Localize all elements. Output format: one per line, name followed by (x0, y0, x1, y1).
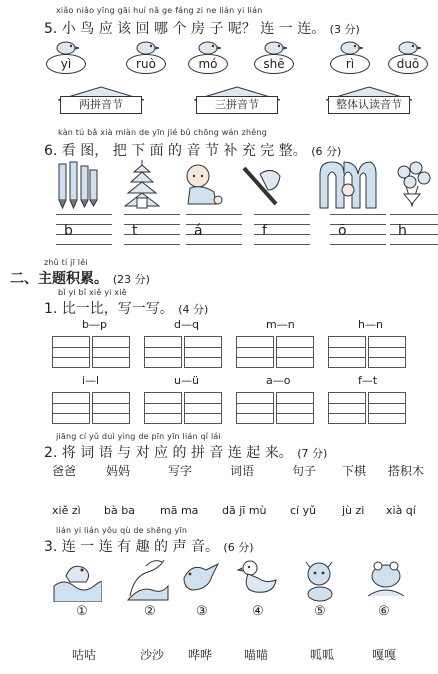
picture-number: ⑤ (314, 604, 326, 619)
q6-text: 6. 看 图， 把 下 面 的 音 节 补 充 完 整。 (44, 143, 307, 159)
bird-option[interactable] (124, 40, 168, 76)
flowers-icon (390, 160, 434, 210)
q1-text: 1. 比一比，写一写。 (44, 301, 174, 317)
q5-pinyin: xiǎo niǎo yīng gāi huí nǎ ge fáng zi ne lián yi lián (56, 6, 263, 15)
letter-pair: f—t (358, 374, 378, 387)
guide-line (330, 244, 386, 245)
guide-line (390, 214, 438, 215)
frog-icon (364, 556, 408, 606)
guide-line (329, 347, 365, 348)
q3-title (44, 536, 254, 556)
writing-cell[interactable] (144, 392, 182, 424)
house-option[interactable] (192, 86, 282, 116)
letter-pair: a—o (266, 374, 291, 387)
guide-line (53, 413, 89, 414)
guide-line (124, 214, 180, 215)
guide-line (237, 347, 273, 348)
guide-line (369, 413, 405, 414)
letter-pair: d—q (174, 318, 199, 331)
answer-letter: á (194, 223, 203, 239)
bird-pinyin-label: duō (388, 54, 428, 74)
baby-icon (180, 160, 224, 210)
picture-number: ① (76, 604, 88, 619)
q3-text: 3. 连 一 连 有 趣 的 声 音。 (44, 539, 219, 555)
sound-word[interactable]: 喵喵 (244, 648, 269, 662)
answer-field[interactable] (330, 214, 386, 244)
q2-score: (7 分) (297, 447, 328, 460)
q6-pinyin: kàn tú bǎ xià miàn de yīn jié bǔ chōng wán zhěng (58, 128, 267, 137)
guide-line (277, 357, 313, 358)
answer-field[interactable] (56, 214, 112, 244)
answer-letter: f (262, 223, 267, 239)
bird-pinyin-label: rì (330, 54, 370, 74)
writing-cell[interactable] (52, 336, 90, 368)
bird-pinyin-label: mó (188, 54, 228, 74)
guide-line (186, 244, 242, 245)
writing-cell[interactable] (276, 392, 314, 424)
guide-line (145, 357, 181, 358)
pinyin-item[interactable]: mā ma (160, 504, 199, 517)
answer-letter: t (132, 223, 138, 239)
sound-word[interactable]: 沙沙 (140, 648, 165, 662)
bird-option[interactable] (44, 40, 88, 76)
answer-letter: b (64, 223, 73, 239)
writing-grid (52, 336, 132, 368)
guide-line (185, 413, 221, 414)
house-label: 三拼音节 (196, 96, 278, 114)
guide-line (237, 357, 273, 358)
answer-letter: h (398, 223, 407, 239)
sound-word[interactable]: 呱呱 (310, 648, 335, 662)
word-item[interactable]: 写字 (168, 464, 193, 478)
letter-pair: b—p (82, 318, 107, 331)
q2-pinyin: jiāng cí yǔ duì yìng de pīn yīn lián qǐ lái (56, 432, 221, 441)
gate-icon (318, 160, 378, 210)
guide-line (124, 244, 180, 245)
bird-option[interactable] (328, 40, 372, 76)
writing-grid (328, 392, 408, 424)
guide-line (277, 413, 313, 414)
bird-option[interactable] (186, 40, 230, 76)
q3-score: (6 分) (223, 541, 254, 554)
bird-option[interactable] (386, 40, 430, 76)
guide-line (277, 403, 313, 404)
letter-pair: m—n (266, 318, 295, 331)
guide-line (145, 403, 181, 404)
guide-line (254, 244, 310, 245)
bird-pinyin-label: yì (46, 54, 86, 74)
guide-line (145, 347, 181, 348)
writing-cell[interactable] (236, 392, 274, 424)
writing-cell[interactable] (144, 336, 182, 368)
answer-field[interactable] (254, 214, 310, 244)
guide-line (53, 347, 89, 348)
word-item[interactable]: 爸爸 (52, 464, 77, 478)
q1-score: (4 分) (178, 303, 209, 316)
wave-icon (126, 556, 170, 606)
section2-title (10, 268, 150, 288)
guide-line (329, 357, 365, 358)
pinyin-item[interactable]: xiě zì (52, 504, 81, 517)
picture-number: ③ (196, 604, 208, 619)
writing-grid (328, 336, 408, 368)
guide-line (93, 413, 129, 414)
letter-pair: u—ü (174, 374, 199, 387)
q6-title (44, 140, 341, 160)
guide-line (329, 403, 365, 404)
guide-line (185, 347, 221, 348)
writing-cell[interactable] (52, 392, 90, 424)
guide-line (369, 357, 405, 358)
q2-title (44, 442, 327, 462)
q1-title (44, 298, 208, 318)
pinyin-item[interactable]: xià qí (386, 504, 416, 517)
word-item[interactable]: 下棋 (342, 464, 367, 478)
guide-line (53, 357, 89, 358)
writing-cell[interactable] (328, 336, 366, 368)
q3-pinyin: lián yi lián yǒu qù de shēng yīn (56, 526, 188, 535)
house-option[interactable] (56, 86, 146, 116)
bird-option[interactable] (252, 40, 296, 76)
writing-cell[interactable] (328, 392, 366, 424)
guide-line (56, 244, 112, 245)
guide-line (369, 347, 405, 348)
guide-line (369, 403, 405, 404)
kitten-icon (298, 556, 342, 606)
picture-number: ② (144, 604, 156, 619)
picture-number: ⑥ (378, 604, 390, 619)
writing-cell[interactable] (236, 336, 274, 368)
guide-line (93, 403, 129, 404)
answer-field[interactable] (124, 214, 180, 244)
bird-in-water-icon (52, 556, 102, 606)
guide-line (254, 214, 310, 215)
q6-score: (6 分) (311, 145, 342, 158)
q1-pinyin: bǐ yi bǐ xiě yi xiě (58, 288, 127, 297)
word-item[interactable]: 搭积木 (388, 464, 425, 478)
writing-cell[interactable] (184, 336, 222, 368)
house-label: 整体认读音节 (328, 96, 410, 114)
section2-text: 二、主题积累。 (10, 271, 108, 287)
writing-grid (144, 392, 224, 424)
writing-cell[interactable] (92, 336, 130, 368)
house-label: 两拼音节 (60, 96, 142, 114)
q5-text: 5. 小 鸟 应 该 回 哪 个 房 子 呢？ 连 一 连。 (44, 21, 326, 37)
letter-pair: h—n (358, 318, 383, 331)
guide-line (56, 214, 112, 215)
guide-line (330, 214, 386, 215)
pinyin-item[interactable]: bà ba (104, 504, 135, 517)
word-item[interactable]: 词语 (230, 464, 255, 478)
pagoda-icon (120, 160, 164, 210)
sound-word[interactable]: 咕咕 (72, 648, 97, 662)
sound-word[interactable]: 哗哗 (188, 648, 213, 662)
guide-line (329, 413, 365, 414)
guide-line (185, 403, 221, 404)
bird-pinyin-label: shē (254, 54, 294, 74)
writing-cell[interactable] (368, 336, 406, 368)
axe-icon (238, 160, 282, 210)
writing-cell[interactable] (184, 392, 222, 424)
guide-line (237, 403, 273, 404)
word-item[interactable]: 句子 (292, 464, 317, 478)
guide-line (53, 403, 89, 404)
word-item[interactable]: 妈妈 (106, 464, 131, 478)
writing-grid (144, 336, 224, 368)
q5-score: (3 分) (329, 23, 360, 36)
writing-grid (236, 336, 316, 368)
bird-pinyin-label: ruò (126, 54, 166, 74)
guide-line (93, 347, 129, 348)
guide-line (277, 347, 313, 348)
pencils-icon (56, 160, 100, 210)
writing-cell[interactable] (276, 336, 314, 368)
sound-word[interactable]: 嘎嘎 (372, 648, 397, 662)
letter-pair: i—l (82, 374, 100, 387)
section2-score: (23 分) (112, 273, 150, 286)
writing-grid (236, 392, 316, 424)
answer-letter: ō (338, 223, 347, 239)
guide-line (145, 413, 181, 414)
guide-line (185, 357, 221, 358)
picture-number: ④ (252, 604, 264, 619)
answer-field[interactable] (186, 214, 242, 244)
pinyin-item[interactable]: cí yǔ (290, 504, 317, 517)
writing-grid (52, 392, 132, 424)
guide-line (93, 357, 129, 358)
pinyin-item[interactable]: dā jī mù (222, 504, 267, 517)
guide-line (237, 413, 273, 414)
writing-cell[interactable] (368, 392, 406, 424)
dove-icon (178, 556, 222, 606)
section2-pinyin: zhǔ tí jī lěi (44, 258, 88, 267)
pinyin-item[interactable]: jù zi (342, 504, 365, 517)
guide-line (186, 214, 242, 215)
guide-line (390, 244, 438, 245)
writing-cell[interactable] (92, 392, 130, 424)
house-option[interactable] (324, 86, 414, 116)
q5-title (44, 18, 360, 38)
duck-icon (236, 556, 280, 606)
q2-text: 2. 将 词 语 与 对 应 的 拼 音 连 起 来。 (44, 445, 293, 461)
answer-field[interactable] (390, 214, 438, 244)
